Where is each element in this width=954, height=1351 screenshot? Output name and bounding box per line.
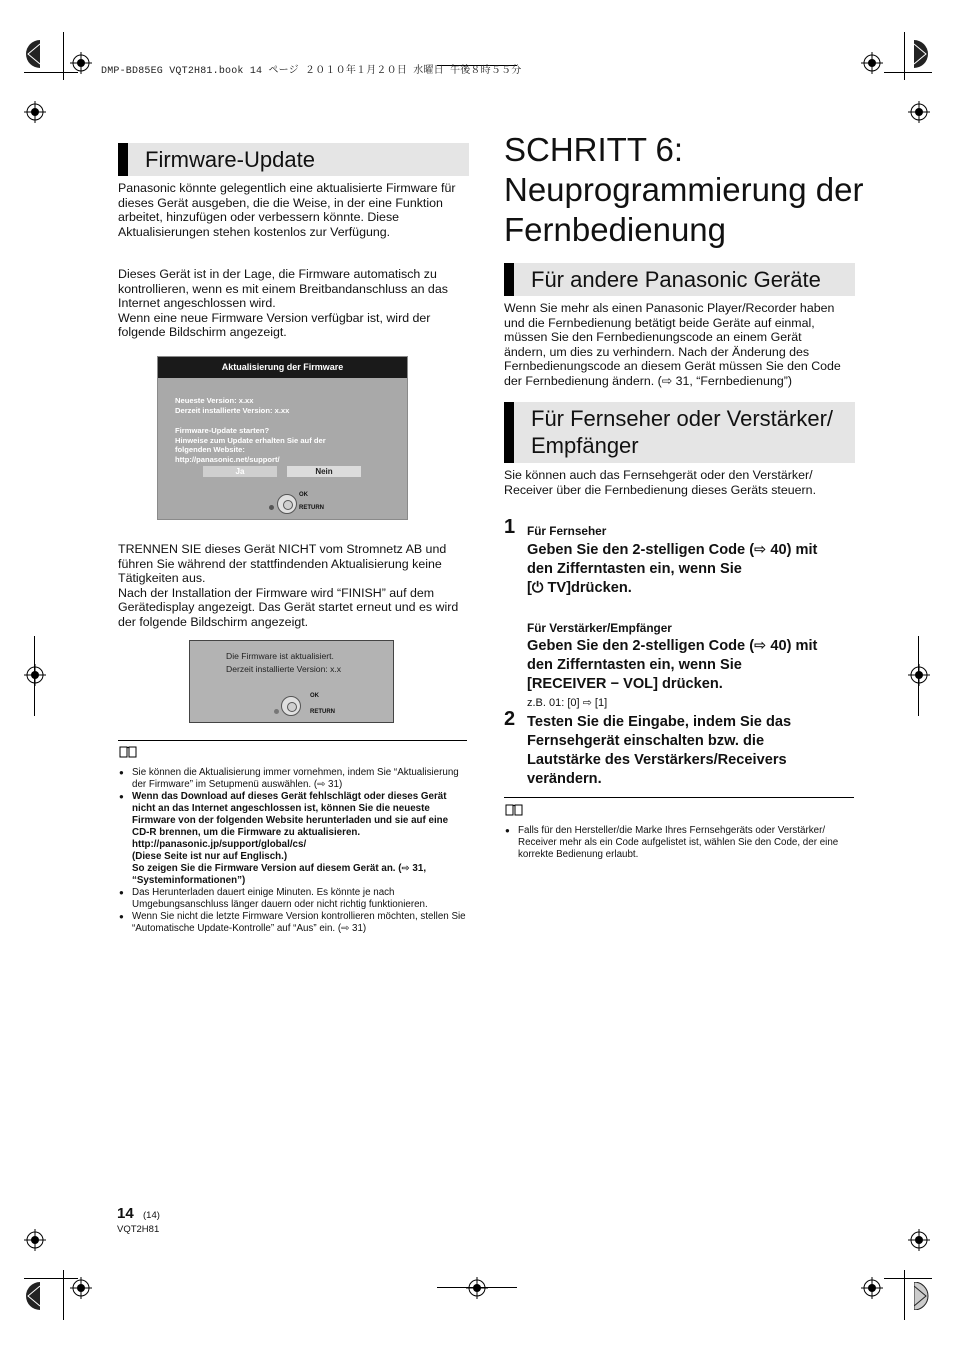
panasonic-devices-text xyxy=(504,301,858,389)
registration-mark-icon xyxy=(70,1277,92,1299)
registration-mark-icon xyxy=(908,101,930,123)
note-text: Wenn das Download auf dieses Gerät fehlschlägt oder dieses Gerät nicht an das Internet angeschlossen ist, können Sie die neueste Firmware von der folgenden Website herunterladen und sie auf eine CD-R brennen, um die Firmware zu aktualisieren. http://panasonic.jp/support/global/cs/ (Diese Seite ist nur auf Englisch.) So zeigen Sie die Firmware Version auf diesem Gerät an. (⇨ 31, “Systeminformationen”) xyxy=(132,791,449,886)
step-instruction xyxy=(527,541,857,598)
text-line: Fernbedienungscode an diesem Gerät müssen Sie den Code xyxy=(504,359,841,374)
text-line: arbeitet, hinzufügen oder verbessern könnte. Diese xyxy=(118,210,400,225)
registration-mark-icon xyxy=(861,1277,883,1299)
screen-title: Aktualisierung der Firmware xyxy=(158,357,407,378)
list-item xyxy=(505,825,855,861)
note-text: Das Herunterladen dauert einige Minuten. Es könnte je nach Umgebungsanschluss länger dauern oder nicht richtig funktionieren. xyxy=(132,887,428,910)
step-instruction xyxy=(527,713,857,789)
tv-amplifier-heading xyxy=(504,402,855,463)
return-label: RETURN xyxy=(299,505,324,511)
ok-label: OK xyxy=(299,492,308,498)
divider xyxy=(118,740,467,741)
divider xyxy=(504,797,854,798)
step-instruction xyxy=(527,637,857,694)
tv-notes xyxy=(505,825,855,861)
registration-mark-icon xyxy=(861,52,883,74)
text-line: dieses Gerät ausgeben, die die Weise, in der eine Funktion xyxy=(118,195,443,210)
hint-line: folgenden Website: xyxy=(175,445,245,454)
heading-text: Empfänger xyxy=(531,433,639,458)
text-line: und die Fernbedienung betätigt beide Geräte auf einmal, xyxy=(504,315,815,330)
text-line: den Zifferntasten ein, wenn Sie xyxy=(527,657,742,673)
text-line: [RECEIVER − VOL] drücken. xyxy=(527,676,723,692)
tv-amplifier-text xyxy=(504,468,858,497)
step-subheading: Für Fernseher xyxy=(527,524,607,538)
step-number: 2 xyxy=(504,708,516,730)
text-line: verändern. xyxy=(527,771,602,787)
document-code: VQT2H81 xyxy=(117,1224,160,1235)
text-line: folgende Bildschirm angezeigt. xyxy=(118,325,287,340)
text-line: TRENNEN SIE dieses Gerät NICHT vom Stromnetz AB und xyxy=(118,542,447,556)
update-question: Firmware-Update starten? xyxy=(175,426,270,435)
latest-version: Neueste Version: x.xx xyxy=(175,396,254,405)
dpad-icon xyxy=(277,494,297,514)
registration-mark-icon xyxy=(466,1277,488,1299)
text-line: müssen Sie den Fernbedienungscode an einem Gerät xyxy=(504,330,802,345)
step-number: 1 xyxy=(504,516,516,538)
firmware-update-heading xyxy=(118,143,469,176)
note-text: Falls für den Hersteller/die Marke Ihres Fernsehgeräts oder Verstärker/ Receiver mehr als ein Code aufgelistet ist, wählen Sie den Code, der eine korrekte Bedienung erlaubt. xyxy=(518,825,839,860)
updated-message: Die Firmware ist aktualisiert. xyxy=(226,651,334,661)
list-item xyxy=(119,887,467,911)
color-bar-icon xyxy=(914,40,930,68)
text-line: kontrollieren, wenn es mit einem Breitbandanschluss an das xyxy=(118,281,448,296)
heading-text: Für andere Panasonic Geräte xyxy=(531,267,821,292)
note-text: Wenn Sie nicht die letzte Firmware Version kontrollieren möchten, stellen Sie “Automatische Update-Kontrolle” auf “Aus” ein. (⇨ 31) xyxy=(132,911,466,934)
heading-text: Für Fernseher oder Verstärker/ xyxy=(531,406,834,431)
text-line: Wenn eine neue Firmware Version verfügbar ist, wird der xyxy=(118,310,431,325)
text-line: Panasonic könnte gelegentlich eine aktualisierte Firmware für xyxy=(118,181,456,195)
color-bar-icon xyxy=(24,40,40,68)
note-text: Sie können die Aktualisierung immer vornehmen, indem Sie “Aktualisierung der Firmware” im Setupmenü auswählen. (⇨ 31) xyxy=(132,767,459,790)
panasonic-devices-heading xyxy=(504,263,855,296)
text-line: Lautstärke des Verstärkers/Receivers xyxy=(527,752,787,768)
page-number: 14 xyxy=(117,1205,134,1222)
list-item xyxy=(119,911,467,935)
text-line: Aktualisierungen stehen kostenlos zur Verfügung. xyxy=(118,224,391,239)
yes-button[interactable]: Ja xyxy=(203,466,277,477)
ok-label: OK xyxy=(310,693,319,699)
page-number-sub: (14) xyxy=(143,1210,160,1221)
title-line: Neuprogrammierung der xyxy=(504,171,864,208)
firmware-notes xyxy=(119,767,467,935)
dpad-icon xyxy=(281,696,301,716)
text-line: Wenn Sie mehr als einen Panasonic Player/Recorder haben xyxy=(504,301,835,315)
firmware-auto-check-text xyxy=(118,267,470,340)
text-line: Geben Sie den 2-stelligen Code (⇨ 40) mit xyxy=(527,542,818,558)
installed-version: Derzeit installierte Version: x.x xyxy=(226,664,342,674)
color-bar-icon xyxy=(914,1282,930,1310)
book-icon xyxy=(119,746,137,761)
text-line: Gerätedisplay angezeigt. Das Gerät startet erneut und es wird xyxy=(118,600,459,615)
firmware-update-screen xyxy=(157,356,408,520)
hint-line: Hinweise zum Update erhalten Sie auf der xyxy=(175,436,326,445)
list-item xyxy=(119,767,467,791)
no-button[interactable]: Nein xyxy=(287,466,361,477)
example-text: z.B. 01: [0] ⇨ [1] xyxy=(527,697,608,709)
text-line: Tätigkeiten aus. xyxy=(118,571,206,586)
registration-mark-icon xyxy=(70,52,92,74)
registration-mark-icon xyxy=(24,101,46,123)
color-bar-icon xyxy=(24,1282,40,1310)
registration-mark-icon xyxy=(908,664,930,686)
step-subheading: Für Verstärker/Empfänger xyxy=(527,621,672,635)
firmware-warning-text xyxy=(118,542,470,630)
text-line: ändern, um dies zu verhindern. Nach der Änderung des xyxy=(504,344,810,359)
text-line: führen Sie während der stattfindenden Aktualisierung keine xyxy=(118,556,442,571)
text-line: der Fernbedienung ändern. (⇨ 31, “Fernbedienung”) xyxy=(504,373,792,388)
support-url: http://panasonic.net/support/ xyxy=(175,455,280,464)
title-line: SCHRITT 6: xyxy=(504,131,684,168)
list-item xyxy=(119,791,467,887)
return-label: RETURN xyxy=(310,709,335,715)
registration-mark-icon xyxy=(24,1229,46,1251)
text-line: Dieses Gerät ist in der Lage, die Firmware automatisch zu xyxy=(118,267,437,281)
registration-mark-icon xyxy=(24,664,46,686)
text-line: Fernsehgerät einschalten bzw. die xyxy=(527,733,765,749)
firmware-intro xyxy=(118,181,470,239)
text-line: Nach der Installation der Firmware wird “FINISH” auf dem xyxy=(118,585,435,600)
title-line: Fernbedienung xyxy=(504,211,727,248)
registration-mark-icon xyxy=(908,1229,930,1251)
page-title xyxy=(504,130,904,250)
dot-icon xyxy=(269,505,274,510)
dot-icon xyxy=(274,709,279,714)
book-icon xyxy=(505,804,523,819)
firmware-updated-screen xyxy=(189,640,394,723)
text-line: Testen Sie die Eingabe, indem Sie das xyxy=(527,714,792,730)
text-line: der folgende Bildschirm angezeigt. xyxy=(118,614,309,629)
text-line: [⏻ TV]drücken. xyxy=(527,580,632,596)
installed-version: Derzeit installierte Version: x.xx xyxy=(175,406,290,415)
text-line: Sie können auch das Fernsehgerät oder den Verstärker/ xyxy=(504,468,813,482)
text-line: den Zifferntasten ein, wenn Sie xyxy=(527,561,742,577)
heading-text: Firmware-Update xyxy=(145,147,315,172)
text-line: Internet angeschlossen wird. xyxy=(118,296,276,311)
book-header: DMP-BD85EG VQT2H81.book 14 ページ ２０１０年１月２０日 水曜日 午後８時５５分 xyxy=(101,66,522,77)
text-line: Receiver über die Fernbedienung dieses Geräts steuern. xyxy=(504,482,817,497)
text-line: Geben Sie den 2-stelligen Code (⇨ 40) mit xyxy=(527,638,818,654)
